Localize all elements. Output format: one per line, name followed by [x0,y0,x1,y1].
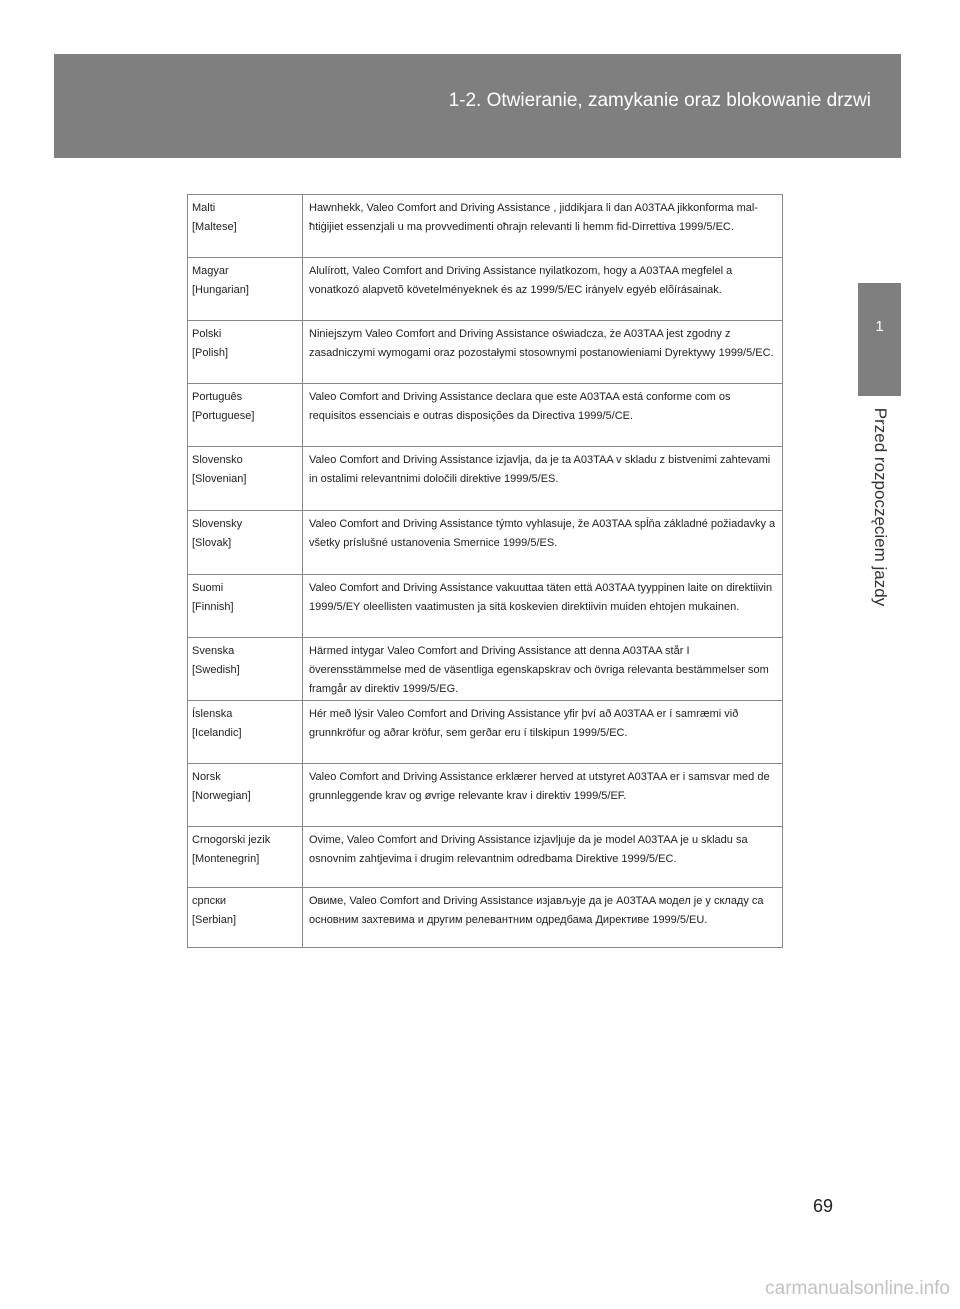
language-cell [188,827,303,887]
language-name: Malti [192,202,216,214]
declaration-text: Valeo Comfort and Driving Assistance vakuuttaa täten että A03TAA tyyppinen laite on direktiivin 1999/5/EY oleellisten vaatimusten ja sitä koskevien direktiivin muiden ehtojen mukainen. [309,582,773,613]
table-row [187,320,783,383]
language-name: Polski [192,328,222,340]
language-english: [Portuguese] [192,410,255,422]
language-cell [188,764,303,826]
language-cell [188,321,303,383]
language-english: [Icelandic] [192,727,242,739]
language-name: Íslenska [192,708,233,720]
language-english: [Maltese] [192,221,237,233]
language-english: [Slovenian] [192,473,247,485]
page-header [54,54,901,158]
chapter-number: 1 [875,318,884,335]
table-row [187,257,783,320]
language-name: Slovensko [192,454,243,466]
table-row [187,446,783,510]
language-name: српски [192,895,227,907]
language-english: [Montenegrin] [192,853,260,865]
language-english: [Serbian] [192,914,237,926]
language-english: [Slovak] [192,537,232,549]
declaration-text: Ovime, Valeo Comfort and Driving Assistance izjavljuje da je model A03TAA je u skladu sa osnovnim zahtjevima i drugim relevantnim odredbama Direktive 1999/5/EC. [309,834,748,865]
table-row [187,383,783,446]
table-row [187,700,783,763]
language-name: Slovensky [192,518,243,530]
language-name: Svenska [192,645,235,657]
chapter-label: Przed rozpoczęciem jazdy [871,407,890,607]
language-cell [188,384,303,446]
declaration-text: Hér með lýsir Valeo Comfort and Driving Assistance yfir því að A03TAA er í samræmi við grunnkröfur og aðrar kröfur, sem gerðar eru í tilskipun 1999/5/EC. [309,708,739,739]
chapter-tab [858,283,901,396]
section-title: 1-2. Otwieranie, zamykanie oraz blokowanie drzwi [448,90,871,111]
language-cell [188,447,303,510]
language-name: Norsk [192,771,221,783]
declaration-text: Valeo Comfort and Driving Assistance declara que este A03TAA está conforme com os requisitos essenciais e outras disposições da Directiva 1999/5/CE. [309,391,731,422]
declaration-text: Niniejszym Valeo Comfort and Driving Assistance oświadcza, że A03TAA jest zgodny z zasadniczymi wymogami oraz pozostałymi stosownymi postanowieniami Dyrektywy 1999/5/EC. [309,328,774,359]
language-name: Magyar [192,265,229,277]
declaration-text: Härmed intygar Valeo Comfort and Driving Assistance att denna A03TAA står I överensstämmelse med de väsentliga egenskapskrav och övriga relevanta bestämmelser som framgår av direktiv 1999/5/EG. [309,645,769,695]
language-cell [188,638,303,700]
declaration-text: Valeo Comfort and Driving Assistance týmto vyhlasuje, že A03TAA spĺňa základné požiadavky a všetky príslušné ustanovenia Smernice 1999/5/ES. [309,518,776,549]
table-row [187,763,783,826]
watermark: carmanualsonline.info [765,1278,950,1299]
table-row [187,826,783,887]
page-number: 69 [813,1196,834,1216]
table-row [187,194,783,257]
table-row [187,574,783,637]
declaration-text: Овиме, Valeo Comfort and Driving Assistance изјављује да је A03TAA модел је у складу са основним захтевима и другим релевантним одредбама Директиве 1999/5/EU. [309,895,764,926]
declaration-table [187,194,783,948]
table-row [187,510,783,574]
language-cell [188,575,303,637]
language-name: Português [192,391,243,403]
language-cell [188,888,303,947]
table-row [187,887,783,948]
language-english: [Hungarian] [192,284,249,296]
declaration-text: Valeo Comfort and Driving Assistance izjavlja, da je ta A03TAA v skladu z bistvenimi zahtevami in ostalimi relevantnimi določili direktive 1999/5/ES. [309,454,771,485]
declaration-text: Valeo Comfort and Driving Assistance erklærer herved at utstyret A03TAA er i samsvar med de grunnleggende krav og øvrige relevante krav i direktiv 1999/5/EF. [309,771,770,802]
language-english: [Norwegian] [192,790,251,802]
declaration-text: Alulírott, Valeo Comfort and Driving Assistance nyilatkozom, hogy a A03TAA megfelel a vonatkozó alapvetõ követelményeknek és az 1999/5/EC irányelv egyéb elõírásainak. [309,265,733,296]
language-cell [188,195,303,257]
language-english: [Polish] [192,347,229,359]
language-english: [Finnish] [192,601,234,613]
language-name: Crnogorski jezik [192,834,271,846]
language-name: Suomi [192,582,224,594]
language-cell [188,511,303,574]
declaration-text: Hawnhekk, Valeo Comfort and Driving Assistance , jiddikjara li dan A03TAA jikkonforma mal-ħtiġijiet essenzjali u ma provvedimenti oħrajn relevanti li hemm fid-Dirrettiva 1999/5/EC. [309,202,758,233]
table-row [187,637,783,700]
language-cell [188,701,303,763]
language-cell [188,258,303,320]
language-english: [Swedish] [192,664,240,676]
